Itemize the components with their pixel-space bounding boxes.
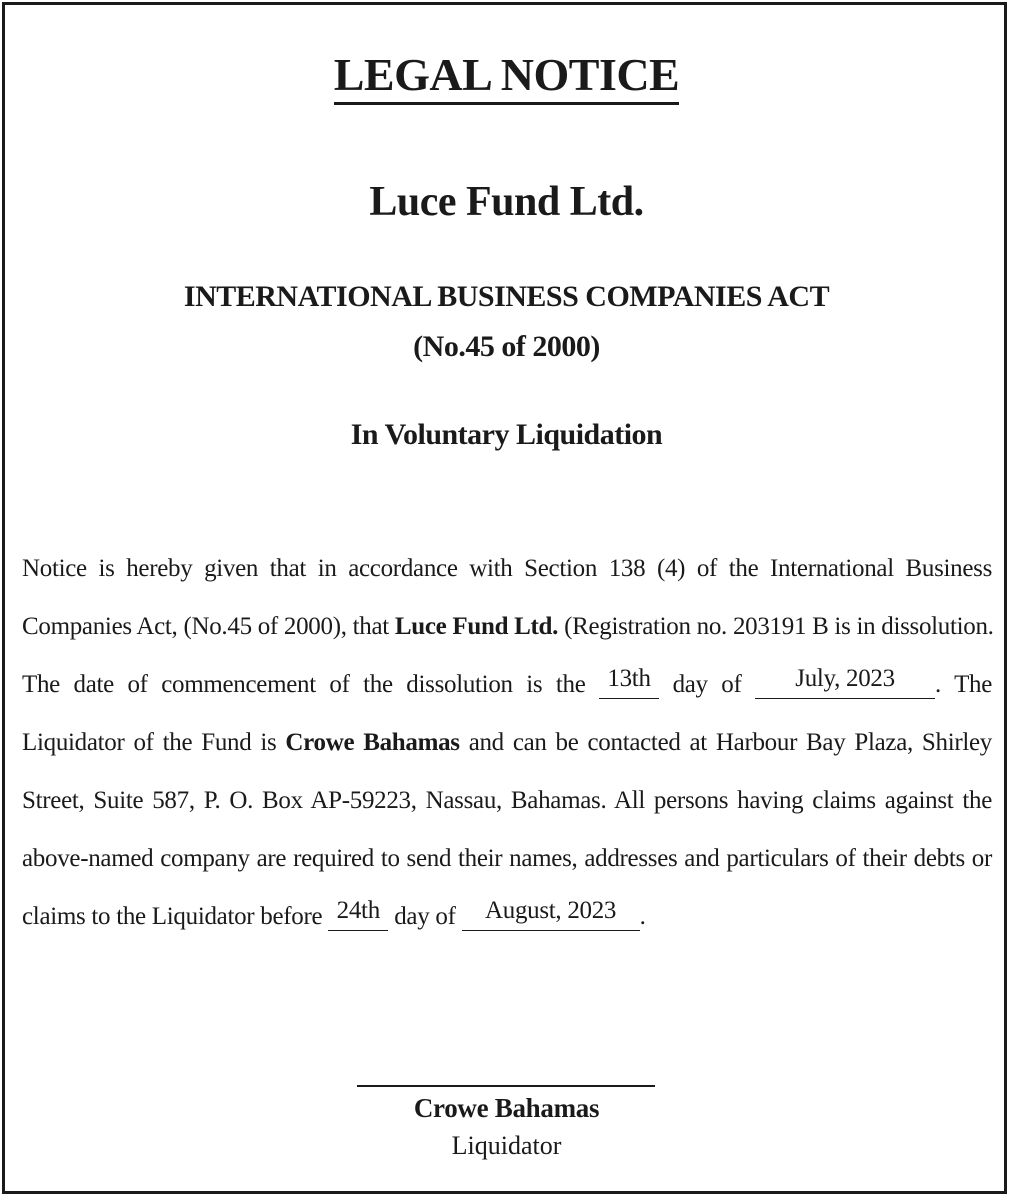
liquidation-status: In Voluntary Liquidation <box>350 418 663 451</box>
body-liquidator-name: Crowe Bahamas <box>285 729 460 756</box>
act-title: INTERNATIONAL BUSINESS COMPANIES ACT <box>183 280 830 313</box>
act-number: (No.45 of 2000) <box>413 330 600 363</box>
body-line-2: Companies Act, (No.45 of 2000), that Luce Fund Ltd. (Registration no. 203191 B is in dissolution. <box>22 613 994 640</box>
claims-date-blank: August, 2023 <box>462 904 640 931</box>
body-line-5: Street, Suite 587, P. O. Box AP-59223, Nassau, Bahamas. All persons having claims against the <box>22 787 992 814</box>
notice-title: LEGAL NOTICE <box>0 48 1013 101</box>
notice-body <box>22 540 992 946</box>
commence-day-blank: 13th <box>599 672 659 699</box>
body-line-3: The date of commencement of the dissolution is the 13th day of July, 2023 . The <box>22 665 993 698</box>
signatory-name: Crowe Bahamas <box>413 1093 600 1123</box>
body-line-7: claims to the Liquidator before 24th day of August, 2023 . <box>22 897 646 930</box>
commence-date-blank: July, 2023 <box>755 672 935 699</box>
body-line-4: Liquidator of the Fund is Crowe Bahamas and can be contacted at Harbour Bay Plaza, Shirley <box>22 729 993 756</box>
company-name: Luce Fund Ltd. <box>369 179 644 225</box>
claims-day-blank: 24th <box>328 904 388 931</box>
body-line-1: Notice is hereby given that in accordance with Section 138 (4) of the International Business <box>22 555 992 582</box>
body-company-name: Luce Fund Ltd. <box>394 613 559 640</box>
signature-line <box>357 1085 655 1087</box>
signatory-role: Liquidator <box>451 1131 562 1160</box>
body-line-6: above-named company are required to send their names, addresses and particulars of their debts or <box>22 845 992 872</box>
